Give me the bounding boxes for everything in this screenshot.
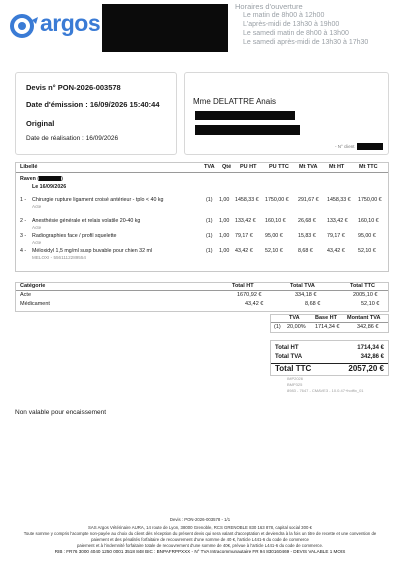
code-line: BMP325 [287,382,303,387]
redacted-address [195,125,300,135]
col-total-ht: Total HT [232,283,254,289]
hours-line: Le matin de 8h00 à 12h00 [243,12,325,19]
client-number-label: - N° client [335,144,355,149]
emission-date-text: Date d'émission : 16/09/2026 15:40:44 [26,100,160,109]
tva-table [270,314,389,333]
redacted-block [102,4,228,52]
total-ht-label: Total HT [275,345,299,351]
lines-table [15,162,389,272]
row-sublabel: Acte [32,240,42,245]
col-base-ht: Base HT [315,315,338,321]
row-sublabel: Acte [32,225,42,230]
row-qte: 1,00 [219,248,230,254]
row-qte: 1,00 [219,233,230,239]
col-total-ttc: Total TTC [350,283,375,289]
row-pu-ht: 1458,33 € [235,197,259,203]
row-pu-ttc: 52,10 € [265,248,283,254]
hours-line: Le samedi matin de 8h00 à 13h00 [243,30,349,37]
emission-date [26,100,160,109]
col-categorie: Catégorie [20,283,46,289]
row-mt-tva: 15,83 € [298,233,316,239]
footer-line: SAS Argos Vétérinaire AURA, 14 route de Lyon, 38000 Grenoble, RCS GRENOBLE 830 163 878, capital social 300 € [88,525,312,530]
tva-code: (1) [274,324,281,330]
realisation-date: Date de réalisation : 16/09/2026 [26,135,119,142]
argos-logo-icon [10,14,40,38]
row-pu-ht: 133,42 € [235,218,256,224]
hours-title: Horaires d'ouverture [235,2,303,11]
row-mt-ht: 1458,33 € [327,197,351,203]
row-number: 3 - [20,233,27,239]
row-qte: 1,00 [219,197,230,203]
row-label: Anesthésie générale et relais volatile 20-40 kg [32,218,141,224]
tva-base: 1714,34 € [315,324,340,330]
code-line: 8983 - 7647 - CMAVE3 - 10.0.47+hotfix_01 [287,388,364,393]
devis-number: Devis n° PON-2026-003578 [26,83,121,92]
category-row-name: Médicament [20,301,50,307]
col-tva-rate: TVA [289,315,300,321]
row-mt-ttc: 160,10 € [358,218,379,224]
col-mt-ht: Mt HT [329,164,345,170]
client-name: Mme DELATTRE Anais [193,97,276,106]
row-mt-tva: 26,68 € [298,218,316,224]
tva-montant: 342,86 € [357,324,379,330]
category-row-ttc: 2005,10 € [353,292,378,298]
footer-line: paiement et à l'indemnité forfaitaire totale de recouvrement d'une somme de 40€, prévue à l'article L441-6 du code de commerce. [76,543,324,548]
not-valid-notice: Non valable pour encaissement [15,409,107,416]
totals-box [270,340,389,376]
row-label: Méloxidyl 1,5 mg/ml susp buvable pour chien 32 ml [32,248,153,254]
code-line: IMP2026 [287,376,304,381]
total-ht-value: 1714,34 € [357,345,384,351]
client-box [184,72,389,155]
row-mt-ttc: 95,00 € [358,233,376,239]
row-mt-ttc: 1750,00 € [358,197,382,203]
row-tva: (1) [206,248,213,254]
row-sublabel: MELOXI - 5561112289554 [32,255,86,260]
tva-table-header [271,315,388,323]
lines-date: Le 16/09/2026 [32,184,67,190]
category-row-ht: 1670,92 € [237,292,262,298]
category-row-tva: 8,68 € [305,301,321,307]
col-tva: TVA [204,164,215,170]
col-mt-ttc: Mt TTC [359,164,378,170]
animal-prefix: Raven ( [20,176,40,182]
row-mt-tva: 8,68 € [298,248,313,254]
col-montant-tva: Montant TVA [347,315,381,321]
reference-codes [287,376,364,394]
col-qte: Qté [222,164,232,170]
hours-line: L'après-midi de 13h30 à 19h00 [243,21,340,28]
original-label: Original [26,119,55,128]
total-tva-label: Total TVA [275,354,303,360]
row-sublabel: Acte [32,204,42,209]
row-mt-ttc: 52,10 € [358,248,376,254]
col-mt-tva: Mt TVA [299,164,318,170]
category-row-ht: 43,42 € [245,301,264,307]
col-total-tva: Total TVA [290,283,315,289]
row-number: 2 - [20,218,27,224]
row-pu-ht: 79,17 € [235,233,253,239]
footer-rib: RIB : FR76 3000 4040 1250 0001 3518 848 BIC : BNPAFRPPXXX - N° TVA Intracommunautaire FR 94 830160469 - DEVIS VALABLE 1 MOIS [54,549,346,554]
footer-ref: Devis : PON-2026-003578 - 1/1 [169,517,231,522]
col-pu-ttc: PU TTC [269,164,289,170]
row-tva: (1) [206,197,213,203]
row-label: Radiographies face / profil squelette [32,233,117,239]
col-pu-ht: PU HT [240,164,257,170]
category-row-name: Acte [20,292,32,298]
footer-line: paiement et des pénalités forfaitaire de recouvrement d'une somme de 40 €, l'article L441-6 du code de commerce [91,537,309,542]
row-qte: 1,00 [219,218,230,224]
row-label: Chirurgie rupture ligament croisé antérieur - tplo < 40 kg [32,197,164,203]
animal-line [20,176,63,182]
row-pu-ttc: 1750,00 € [265,197,289,203]
lines-table-header [16,163,388,173]
redacted-animal [39,176,61,181]
row-tva: (1) [206,218,213,224]
category-table-header [16,283,388,291]
total-ttc-label: Total TTC [275,364,312,373]
row-pu-ttc: 95,00 € [265,233,283,239]
redacted-address [195,111,295,120]
row-mt-ht: 133,42 € [327,218,348,224]
col-libelle: Libellé [20,164,38,170]
category-row-ttc: 52,10 € [361,301,380,307]
footer-line: Toute somme y compris l'acompte non-payée au choix du client dès réception du présent devis qui sera valant d'acceptation et deviendra à la fois un titre de recette et une convention de [23,531,377,536]
tva-rate: 20,00% [287,324,306,330]
row-number: 4 - [20,248,27,254]
row-number: 1 - [20,197,27,203]
devis-info-box [15,72,177,155]
total-ttc-value: 2057,20 € [348,364,384,373]
logo-text: argos [40,10,101,36]
animal-suffix: ) [61,176,63,182]
row-tva: (1) [206,233,213,239]
row-mt-ht: 43,42 € [327,248,345,254]
row-pu-ht: 43,42 € [235,248,253,254]
category-table [15,282,389,312]
row-pu-ttc: 160,10 € [265,218,286,224]
redacted-client-number [357,143,383,150]
category-row-tva: 334,18 € [295,292,317,298]
row-mt-ht: 79,17 € [327,233,345,239]
hours-line: Le samedi après-midi de 13h30 à 17h30 [243,39,369,46]
total-tva-value: 342,86 € [360,354,384,360]
row-mt-tva: 291,67 € [298,197,319,203]
